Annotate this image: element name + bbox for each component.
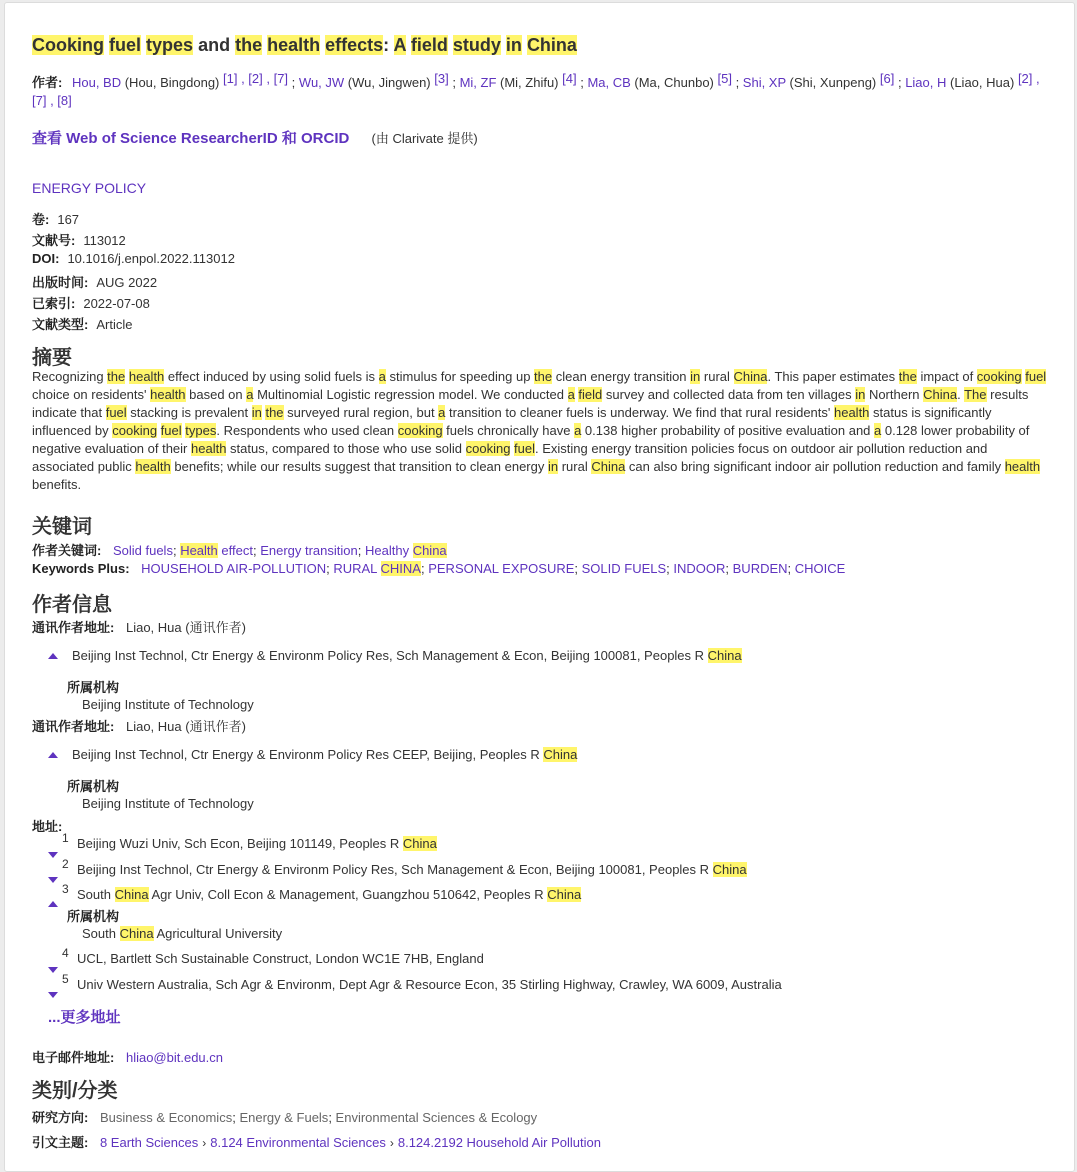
meta-doi: [32, 251, 235, 266]
text-segment: status, compared to those who use solid: [226, 441, 466, 456]
citation-topics-label: 引文主题:: [32, 1135, 89, 1150]
affiliation-name: Beijing Institute of Technology: [82, 697, 254, 712]
address-3: [77, 887, 581, 902]
author-fullname: (Liao, Hua): [946, 75, 1018, 90]
address-2: [77, 862, 747, 877]
research-areas-row: [32, 1107, 537, 1126]
highlighted-term: fuel: [514, 441, 536, 456]
meta-value: 2022-07-08: [83, 296, 150, 311]
separator: ;: [666, 561, 674, 576]
corr-name: Liao, Hua: [125, 620, 182, 635]
highlighted-term: the: [107, 369, 126, 384]
highlighted-term: study: [452, 35, 501, 55]
meta-volume: [32, 209, 79, 228]
meta-article-number: [32, 230, 126, 249]
corresponding-address-row: [32, 716, 246, 735]
text-segment: stimulus for speeding up: [385, 369, 535, 384]
separator: ;: [894, 75, 906, 90]
highlighted-term: field: [578, 387, 603, 402]
highlighted-term: health: [128, 369, 165, 384]
highlighted-term: cooking: [465, 441, 511, 456]
corr-address-1: [72, 648, 742, 663]
address-number: 3: [62, 882, 69, 896]
author-link[interactable]: Wu, JW: [298, 75, 345, 90]
research-area: Environmental Sciences & Ecology: [335, 1110, 538, 1125]
author-link[interactable]: Shi, XP: [742, 75, 786, 90]
highlighted-term: health: [135, 459, 171, 474]
meta-value: 167: [57, 212, 80, 227]
text-segment: Multinomial Logistic regression model. We conducted: [253, 387, 568, 402]
author-fullname: (Ma, Chunbo): [630, 75, 718, 90]
meta-published: [32, 272, 157, 291]
researcher-id-link[interactable]: 查看 Web of Science ResearcherID 和 ORCID: [32, 130, 350, 147]
author-keyword-link[interactable]: [260, 543, 358, 558]
address-number: 2: [62, 857, 69, 871]
text-segment: survey and collected data from ten villages: [602, 387, 856, 402]
affiliation-country: China: [119, 926, 154, 941]
highlighted-term: fuel: [109, 35, 142, 55]
text-segment: effect induced by using solid fuels is: [164, 369, 379, 384]
author-list: [32, 71, 1040, 112]
address-country: China: [707, 648, 742, 663]
separator: ;: [252, 543, 261, 558]
highlighted-term: fuel: [105, 405, 127, 420]
highlighted-term: A: [393, 35, 406, 55]
address-country: China: [547, 887, 582, 902]
address-text: Agr Univ, Coll Econ & Management, Guangzhou 510642, Peoples R: [148, 887, 548, 902]
keywords-plus-link[interactable]: [582, 561, 667, 576]
collapse-arrow-icon[interactable]: [48, 901, 58, 907]
citation-topic-link[interactable]: 8 Earth Sciences: [99, 1135, 199, 1150]
corr-tag: (通讯作者): [185, 719, 246, 734]
category-heading: 类别/分类: [32, 1080, 118, 1102]
meta-indexed: [32, 293, 150, 312]
highlighted-term: a: [246, 387, 254, 402]
highlighted-term: cooking: [976, 369, 1022, 384]
author-info-heading: 作者信息: [32, 594, 112, 616]
address-number: 5: [62, 972, 69, 986]
addresses-label: 地址:: [32, 819, 63, 834]
meta-label: 出版时间:: [32, 275, 89, 290]
text-segment: impact of: [916, 369, 977, 384]
author-keyword-link[interactable]: [113, 543, 173, 558]
text-segment: benefits.: [32, 477, 82, 492]
meta-value: AUG 2022: [96, 275, 158, 290]
address-4: UCL, Bartlett Sch Sustainable Construct, London WC1E 7HB, England: [77, 951, 484, 966]
abstract-text: [32, 368, 1048, 494]
keyword-text: BURDEN: [732, 561, 788, 576]
author-affiliation-refs[interactable]: [6]: [879, 71, 895, 86]
text-segment: transition to cleaner fuels is underway. We find that rural residents': [445, 405, 834, 420]
keywords-plus-link[interactable]: [333, 561, 421, 576]
text-segment: .: [957, 387, 965, 402]
meta-doc-type: [32, 314, 132, 333]
corr-label: 通讯作者地址:: [32, 620, 115, 635]
journal-name[interactable]: ENERGY POLICY: [32, 180, 147, 196]
author-fullname: (Wu, Jingwen): [344, 75, 435, 90]
highlighted-term: health: [267, 35, 321, 55]
highlighted-term: the: [898, 369, 917, 384]
keywords-heading: 关键词: [32, 516, 92, 538]
author-link[interactable]: Ma, CB: [587, 75, 631, 90]
meta-value: 113012: [83, 233, 126, 248]
author-affiliation-refs[interactable]: [2] , [7]: [32, 71, 1040, 108]
address-text: Beijing Inst Technol, Ctr Energy & Environm Policy Res, Sch Management & Econ, Beijing 100081, Peoples R: [77, 862, 713, 877]
keywords-plus-row: [32, 561, 845, 576]
highlighted-term: cooking: [112, 423, 158, 438]
text-segment: rural: [700, 369, 734, 384]
address-5: Univ Western Australia, Sch Agr & Environm, Dept Agr & Resource Econ, 35 Stirling Highway, Crawley, WA 6009, Australia: [77, 977, 782, 992]
address-number: 1: [62, 831, 69, 845]
highlighted-term: field: [410, 35, 448, 55]
chevron-right-icon: ›: [389, 1136, 394, 1150]
keyword-text: CHINA: [380, 561, 421, 576]
highlighted-term: fuel: [160, 423, 182, 438]
keyword-text: effect: [217, 543, 253, 558]
highlighted-term: China: [923, 387, 958, 402]
author-link[interactable]: Mi, ZF: [459, 75, 497, 90]
more-addresses-row: [48, 1006, 121, 1027]
address-text: South: [77, 887, 115, 902]
keywords-plus-link[interactable]: [673, 561, 725, 576]
address-text: Beijing Wuzi Univ, Sch Econ, Beijing 101149, Peoples R: [77, 836, 403, 851]
keywords-plus-list: [141, 561, 845, 576]
text-segment: benefits; while our results suggest that transition to clean energy: [170, 459, 548, 474]
keyword-text: China: [412, 543, 447, 558]
highlighted-term: a: [874, 423, 882, 438]
researcher-id-row: [32, 127, 478, 148]
highlighted-term: effects: [325, 35, 384, 55]
highlighted-term: Cooking: [32, 35, 104, 55]
expand-arrow-icon[interactable]: [48, 967, 58, 973]
keyword-text: INDOOR: [673, 561, 726, 576]
text-segment: clean energy transition: [552, 369, 691, 384]
affiliation-text: South: [82, 926, 120, 941]
author-affiliation-refs[interactable]: [1] , [2] , [7]: [223, 71, 289, 86]
affiliation-label: 所属机构: [67, 909, 120, 924]
text-segment: rural: [558, 459, 592, 474]
text-segment: surveyed rural region, but: [283, 405, 439, 420]
separator: ;: [172, 543, 181, 558]
highlighted-term: in: [251, 405, 262, 420]
separator: ;: [326, 561, 334, 576]
keywords-plus-link[interactable]: [733, 561, 788, 576]
text-segment: and: [193, 35, 236, 55]
keyword-text: HOUSEHOLD AIR-POLLUTION: [141, 561, 327, 576]
research-area: Business & Economics: [99, 1110, 233, 1125]
highlighted-term: in: [855, 387, 866, 402]
highlighted-term: in: [547, 459, 559, 474]
citation-topic-link[interactable]: 8.124 Environmental Sciences: [210, 1135, 386, 1150]
affiliation-label: 所属机构: [67, 680, 120, 695]
highlighted-term: a: [567, 387, 575, 402]
separator: ;: [288, 75, 299, 90]
highlighted-term: China: [526, 35, 577, 55]
highlighted-term: the: [265, 405, 284, 420]
text-segment: Northern: [865, 387, 924, 402]
author-link[interactable]: Liao, H: [905, 75, 947, 90]
author-keywords-row: [32, 540, 447, 559]
collapse-arrow-icon[interactable]: [48, 653, 58, 659]
address-text: Beijing Inst Technol, Ctr Energy & Environm Policy Res, Sch Management & Econ, Beijing 100081, Peoples R: [72, 648, 708, 663]
keywords-plus-link[interactable]: [428, 561, 574, 576]
text-segment: . This paper estimates: [767, 369, 899, 384]
author-keywords-label: 作者关键词:: [32, 543, 102, 558]
author-affiliation-refs[interactable]: [4]: [562, 71, 577, 86]
citation-topics-list: [100, 1135, 601, 1150]
highlighted-term: health: [191, 441, 227, 456]
highlighted-term: types: [146, 35, 194, 55]
collapse-arrow-icon[interactable]: [48, 752, 58, 758]
separator: ;: [725, 561, 733, 576]
researcher-id-provider: (由 Clarivate 提供): [371, 131, 478, 146]
text-segment: . Respondents who used clean: [216, 423, 398, 438]
keywords-plus-label: Keywords Plus:: [32, 561, 130, 576]
highlighted-term: health: [833, 405, 870, 420]
chevron-right-icon: ›: [202, 1136, 207, 1150]
corresponding-address-row: [32, 617, 246, 636]
email-link[interactable]: hliao@bit.edu.cn: [125, 1050, 224, 1065]
affiliation-text: Agricultural University: [153, 926, 283, 941]
corr-tag: (通讯作者): [185, 620, 246, 635]
highlighted-term: cooking: [397, 423, 443, 438]
citation-topics-row: [32, 1132, 601, 1151]
text-segment: Recognizing: [32, 369, 108, 384]
author-keyword-link[interactable]: [365, 543, 447, 558]
author-link[interactable]: Hou, BD: [71, 75, 122, 90]
research-areas-label: 研究方向:: [32, 1110, 89, 1125]
keyword-text: RURAL: [333, 561, 381, 576]
text-segment: can also bring significant indoor air pollution reduction and family: [625, 459, 1005, 474]
text-segment: choice on residents': [32, 387, 151, 402]
text-segment: 0.128 lower probability of negative evaluation of their: [32, 423, 1030, 456]
separator: ;: [576, 75, 588, 90]
meta-value: 10.1016/j.enpol.2022.113012: [67, 251, 235, 266]
highlighted-term: in: [690, 369, 701, 384]
address-1: [77, 836, 437, 851]
keyword-text: Healthy: [364, 543, 413, 558]
keyword-text: SOLID FUELS: [581, 561, 667, 576]
separator: ;: [574, 561, 582, 576]
meta-label: DOI:: [32, 251, 60, 266]
expand-arrow-icon[interactable]: [48, 877, 58, 883]
corr-address-2: [72, 747, 577, 762]
text-segment: :: [383, 35, 394, 55]
more-addresses-link[interactable]: ...更多地址: [48, 1009, 121, 1026]
highlighted-term: China: [733, 369, 768, 384]
author-fullname: (Hou, Bingdong): [121, 75, 224, 90]
separator: ;: [357, 543, 365, 558]
highlighted-term: The: [964, 387, 987, 402]
text-segment: status is significantly influenced by: [32, 405, 992, 438]
corr-label: 通讯作者地址:: [32, 719, 115, 734]
separator: ;: [232, 1110, 240, 1125]
address-country: China: [402, 836, 437, 851]
separator: ;: [731, 75, 743, 90]
keyword-text: Energy transition: [260, 543, 358, 558]
separator: ;: [328, 1110, 336, 1125]
record-card: [4, 2, 1075, 1172]
highlighted-term: a: [574, 423, 582, 438]
keywords-plus-link[interactable]: [141, 561, 326, 576]
address-country: China: [114, 887, 149, 902]
highlighted-term: fuel: [1025, 369, 1047, 384]
author-keyword-link[interactable]: [180, 543, 253, 558]
meta-label: 已索引:: [32, 296, 76, 311]
separator: ;: [787, 561, 795, 576]
separator: ;: [448, 75, 460, 90]
expand-arrow-icon[interactable]: [48, 992, 58, 998]
address-country: China: [712, 862, 747, 877]
affiliation-label: 所属机构: [67, 779, 120, 794]
text-segment: stacking is prevalent: [126, 405, 252, 420]
highlighted-term: in: [505, 35, 522, 55]
email-row: [32, 1047, 223, 1066]
affiliation-name: Beijing Institute of Technology: [82, 796, 254, 811]
highlighted-term: China: [591, 459, 626, 474]
author-keywords-list: [113, 543, 447, 558]
address-country: China: [543, 747, 578, 762]
text-segment: 0.138 higher probability of positive evaluation and: [581, 423, 875, 438]
highlighted-term: health: [1004, 459, 1041, 474]
email-label: 电子邮件地址:: [32, 1050, 115, 1065]
address-number: 4: [62, 946, 69, 960]
abstract-heading: 摘要: [32, 347, 72, 369]
author-fullname: (Shi, Xunpeng): [785, 75, 880, 90]
text-segment: fuels chronically have: [442, 423, 575, 438]
address-text: Beijing Inst Technol, Ctr Energy & Environm Policy Res CEEP, Beijing, Peoples R: [72, 747, 544, 762]
author-affiliation-refs[interactable]: , [8]: [46, 93, 72, 108]
text-segment: results indicate that: [32, 387, 1029, 420]
highlighted-term: types: [185, 423, 217, 438]
keyword-text: CHOICE: [794, 561, 846, 576]
highlighted-term: a: [438, 405, 446, 420]
record-title: [32, 35, 577, 56]
research-areas-list: [100, 1110, 537, 1125]
text-segment: based on: [185, 387, 247, 402]
citation-topic-link[interactable]: 8.124.2192 Household Air Pollution: [397, 1135, 601, 1150]
text-segment: . Existing energy transition policies focus on outdoor air pollution reduction and associated public: [32, 441, 988, 474]
keyword-text: PERSONAL EXPOSURE: [428, 561, 575, 576]
keywords-plus-link[interactable]: [795, 561, 846, 576]
author-fullname: (Mi, Zhifu): [496, 75, 563, 90]
authors-label: 作者:: [32, 75, 63, 90]
highlighted-term: the: [235, 35, 263, 55]
affiliation-name: [82, 926, 282, 941]
highlighted-term: health: [150, 387, 186, 402]
corr-name: Liao, Hua: [125, 719, 182, 734]
meta-label: 卷:: [32, 212, 50, 227]
meta-label: 文献号:: [32, 233, 76, 248]
authors-line: [32, 70, 1047, 114]
highlighted-term: a: [378, 369, 386, 384]
author-affiliation-refs[interactable]: [3]: [434, 71, 449, 86]
meta-label: 文献类型:: [32, 317, 89, 332]
keyword-text: Solid fuels: [112, 543, 173, 558]
highlighted-term: the: [534, 369, 553, 384]
keyword-text: Health: [180, 543, 218, 558]
expand-arrow-icon[interactable]: [48, 852, 58, 858]
author-affiliation-refs[interactable]: [5]: [717, 71, 732, 86]
meta-value: Article: [96, 317, 133, 332]
separator: ;: [420, 561, 429, 576]
research-area: Energy & Fuels: [239, 1110, 329, 1125]
